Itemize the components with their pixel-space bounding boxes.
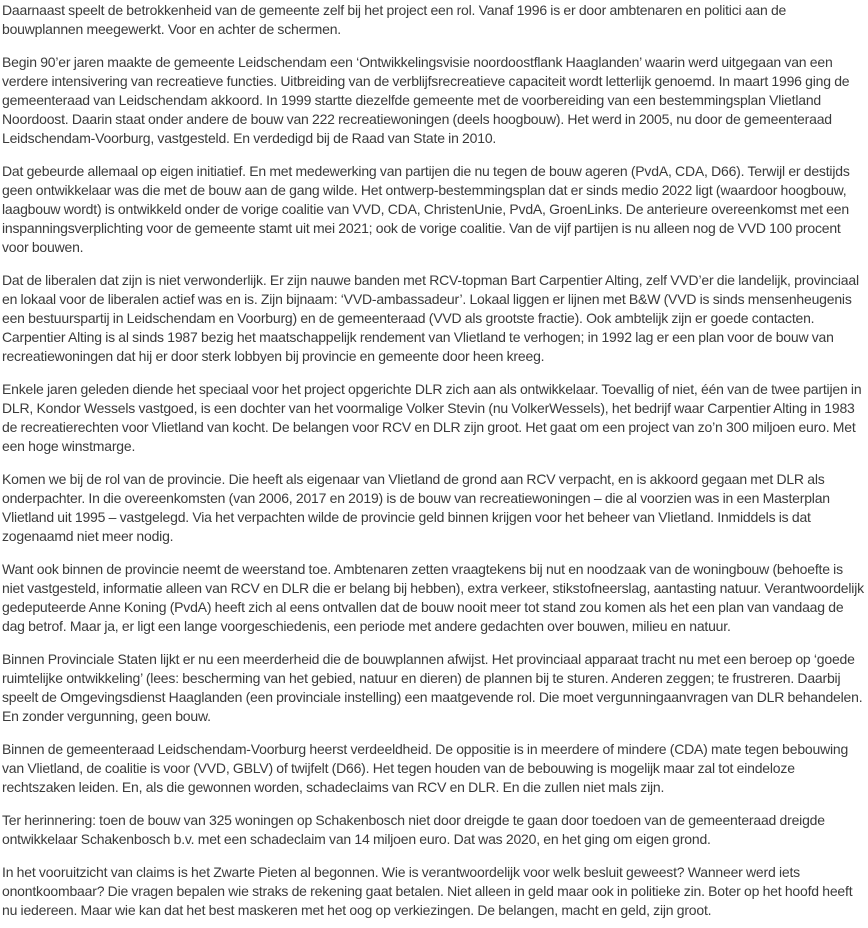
article-body (2, 1, 866, 920)
paragraph: Want ook binnen de provincie neemt de weerstand toe. Ambtenaren zetten vraagtekens bij nut en noodzaak van de woningbouw (behoefte is niet vastgesteld, informatie alleen van RCV en DLR die er belang bij hebben), extra verkeer, stikstofneerslag, aantasting natuur. Verantwoordelijk gedeputeerde Anne Koning (PvdA) heeft zich al eens ontvallen dat de bouw nooit meer tot stand zou komen als het een plan van vandaag de dag betrof. Maar ja, er ligt een lange voorgeschiedenis, een periode met andere gedachten over bouwen, milieu en natuur. (2, 561, 864, 634)
paragraph: Dat de liberalen dat zijn is niet verwonderlijk. Er zijn nauwe banden met RCV-topman Bart Carpentier Alting, zelf VVD’er die landelijk, provinciaal en lokaal voor de liberalen actief was en is. Zijn bijnaam: ‘VVD-ambassadeur’. Lokaal liggen er lijnen met B&W (VVD is sinds mensenheugenis een bestuurspartij in Leidschendam en Voorburg) en de gemeenteraad (VVD als grootste fractie). Ook ambtelijk zijn er goede contacten. Carpentier Alting is al sinds 1987 bezig het maatschappelijk rendement van Vlietland te verhogen; in 1992 lag er een plan voor de bouw van recreatiewoningen dat hij er door sterk lobbyen bij provincie en gemeente door heen kreeg. (2, 272, 859, 364)
paragraph: Komen we bij de rol van de provincie. Die heeft als eigenaar van Vlietland de grond aan RCV verpacht, en is akkoord gegaan met DLR als onderpachter. In die overeenkomsten (van 2006, 2017 en 2019) is de bouw van recreatiewoningen – die al voorzien was in een Masterplan Vlietland uit 1995 – vastgelegd. Via het verpachten wilde de provincie geld binnen krijgen voor het beheer van Vlietland. Inmiddels is dat zogenaamd niet meer nodig. (2, 471, 830, 544)
paragraph: Begin 90’er jaren maakte de gemeente Leidschendam een ‘Ontwikkelingsvisie noordoostflank Haaglanden’ waarin werd uitgegaan van een verdere intensivering van recreatieve functies. Uitbreiding van de verblijfsrecreatieve capaciteit wordt letterlijk genoemd. In maart 1996 ging de gemeenteraad van Leidschendam akkoord. In 1999 startte diezelfde gemeente met de voorbereiding van een bestemmingsplan Vlietland Noordoost. Daarin staat onder andere de bouw van 222 recreatiewoningen (deels hoogbouw). Het werd in 2005, nu door de gemeenteraad Leidschendam-Voorburg, vastgesteld. En verdedigd bij de Raad van State in 2010. (2, 54, 850, 146)
paragraph: Binnen Provinciale Staten lijkt er nu een meerderheid die de bouwplannen afwijst. Het provinciaal apparaat tracht nu met een beroep op ‘goede ruimtelijke ontwikkeling’ (lees: bescherming van het gebied, natuur en dieren) de plannen bij te sturen. Anderen zeggen; te frustreren. Daarbij speelt de Omgevingsdienst Haaglanden (een provinciale instelling) een maatgevende rol. Die moet vergunningaanvragen van DLR behandelen. En zonder vergunning, geen bouw. (2, 651, 863, 724)
paragraph: Daarnaast speelt de betrokkenheid van de gemeente zelf bij het project een rol. Vanaf 1996 is er door ambtenaren en politici aan de bouwplannen meegewerkt. Voor en achter de schermen. (2, 2, 787, 37)
paragraph: Dat gebeurde allemaal op eigen initiatief. En met medewerking van partijen die nu tegen de bouw ageren (PvdA, CDA, D66). Terwijl er destijds geen ontwikkelaar was die met de bouw aan de gang wilde. Het ontwerp-bestemmingsplan dat er sinds medio 2022 ligt (waardoor hoogbouw, laagbouw wordt) is ontwikkeld onder de vorige coalitie van VVD, CDA, ChristenUnie, PvdA, GroenLinks. De anterieure overeenkomst met een inspanningsverplichting voor de gemeente stamt uit mei 2021; ook de vorige coalitie. Van de vijf partijen is nu alleen nog de VVD 100 procent voor bouwen. (2, 163, 850, 255)
paragraph: Binnen de gemeenteraad Leidschendam-Voorburg heerst verdeeldheid. De oppositie is in meerdere of mindere (CDA) mate tegen bebouwing van Vlietland, de coalitie is voor (VVD, GBLV) of twijfelt (D66). Het tegen houden van de bebouwing is mogelijk maar zal tot eindeloze rechtszaken leiden. En, als die gewonnen worden, schadeclaims van RCV en DLR. En die zullen niet mals zijn. (2, 741, 849, 795)
paragraph: Ter herinnering: toen de bouw van 325 woningen op Schakenbosch niet door dreigde te gaan door toedoen van de gemeenteraad dreigde ontwikkelaar Schakenbosch b.v. met een schadeclaim van 14 miljoen euro. Dat was 2020, en het ging om eigen grond. (2, 812, 825, 847)
paragraph: Enkele jaren geleden diende het speciaal voor het project opgerichte DLR zich aan als ontwikkelaar. Toevallig of niet, één van de twee partijen in DLR, Kondor Wessels vastgoed, is een dochter van het voormalige Volker Stevin (nu VolkerWessels), het bedrijf waar Carpentier Alting in 1983 de recreatierechten voor Vlietland van kocht. De belangen voor RCV en DLR zijn groot. Het gaat om een project van zo’n 300 miljoen euro. Met een hoge winstmarge. (2, 381, 862, 454)
paragraph: In het vooruitzicht van claims is het Zwarte Pieten al begonnen. Wie is verantwoordelijk voor welk besluit geweest? Wanneer werd iets onontkoombaar? Die vragen bepalen wie straks de rekening gaat betalen. Niet alleen in geld maar ook in politieke zin. Boter op het hoofd heeft nu iedereen. Maar wie kan dat het best maskeren met het oog op verkiezingen. De belangen, macht en geld, zijn groot. (2, 864, 853, 918)
paragraph-list (2, 1, 866, 920)
